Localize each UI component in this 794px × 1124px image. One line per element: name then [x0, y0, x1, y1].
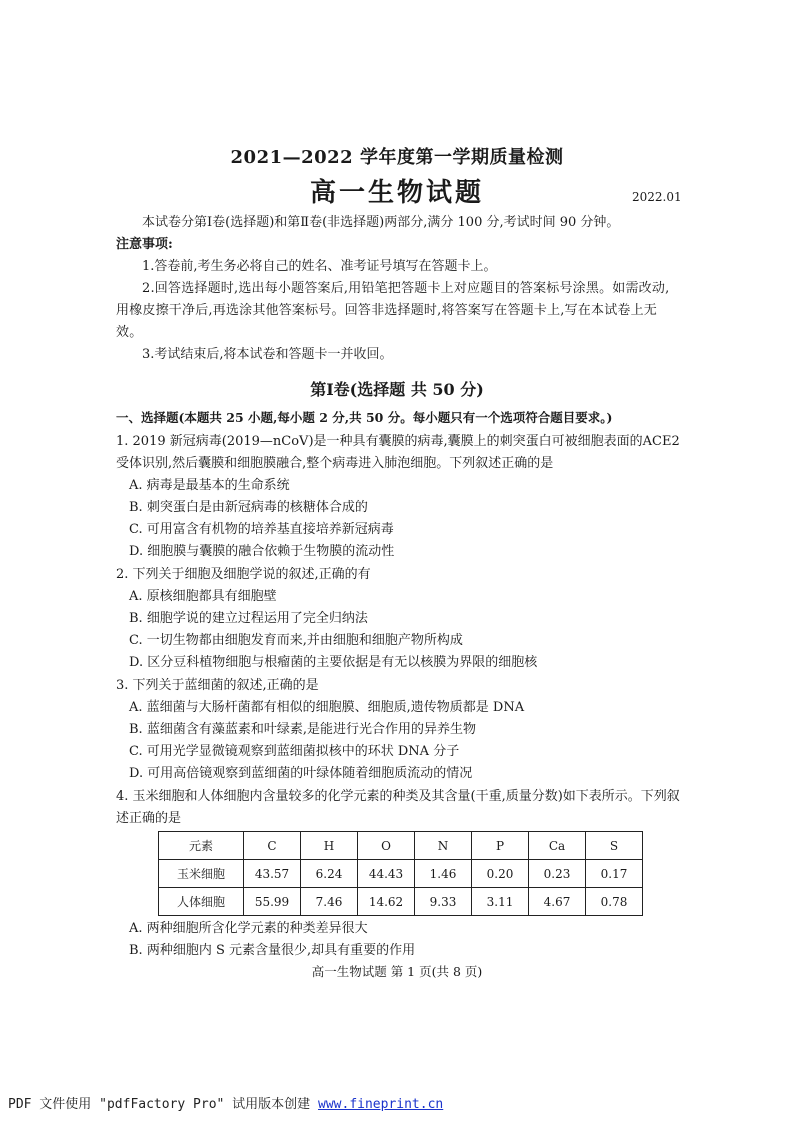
subject-title: 高一生物试题	[309, 178, 484, 208]
exam-date: 2022.01	[632, 190, 682, 204]
question-option: C. 可用富含有机物的培养基直接培养新冠病毒	[129, 522, 394, 537]
table-cell: 0.78	[586, 888, 643, 916]
table-cell: 人体细胞	[159, 888, 244, 916]
table-row	[159, 888, 643, 916]
question-stem: 2. 下列关于细胞及细胞学说的叙述,正确的有	[116, 567, 371, 582]
question-option: A. 原核细胞都具有细胞壁	[129, 589, 277, 604]
question-option: B. 蓝细菌含有藻蓝素和叶绿素,是能进行光合作用的异养生物	[129, 722, 476, 737]
fineprint-link[interactable]: www.fineprint.cn	[318, 1097, 444, 1112]
table-cell: 0.20	[472, 860, 529, 888]
question-option: D. 可用高倍镜观察到蓝细菌的叶绿体随着细胞质流动的情况	[129, 766, 473, 781]
question-option: B. 刺突蛋白是由新冠病毒的核糖体合成的	[129, 500, 368, 515]
table-cell: 玉米细胞	[159, 860, 244, 888]
table-cell: 44.43	[358, 860, 415, 888]
table-cell: P	[472, 832, 529, 860]
notice-item: 3.考试结束后,将本试卷和答题卡一并收回。	[142, 347, 393, 362]
question-option: D. 区分豆科植物细胞与根瘤菌的主要依据是有无以核膜为界限的细胞核	[129, 655, 538, 670]
notice-heading: 注意事项:	[116, 237, 173, 252]
question-stem: 1. 2019 新冠病毒(2019—nCoV)是一种具有囊膜的病毒,囊膜上的刺突蛋白可被细胞表面的ACE2 受体识别,然后囊膜和细胞膜融合,整个病毒进入肺泡细胞。下列叙述正确的是	[116, 434, 680, 471]
table-cell: 43.57	[244, 860, 301, 888]
part-title: 一、选择题(本题共 25 小题,每小题 2 分,共 50 分。每小题只有一个选项符合题目要求。)	[116, 410, 613, 425]
table-cell: 6.24	[301, 860, 358, 888]
question-option: B. 细胞学说的建立过程运用了完全归纳法	[129, 611, 368, 626]
pdf-note-text: PDF 文件使用 "pdfFactory Pro" 试用版本创建	[8, 1097, 319, 1112]
table-cell: 9.33	[415, 888, 472, 916]
question-option: D. 细胞膜与囊膜的融合依赖于生物膜的流动性	[129, 544, 395, 559]
table-cell: C	[244, 832, 301, 860]
notice-item: 1.答卷前,考生务必将自己的姓名、准考证号填写在答题卡上。	[142, 259, 497, 274]
table-header-row	[159, 832, 643, 860]
table-cell: 7.46	[301, 888, 358, 916]
page-footer: 高一生物试题 第 1 页(共 8 页)	[311, 964, 483, 979]
table-cell: O	[358, 832, 415, 860]
table-cell: 1.46	[415, 860, 472, 888]
table-cell: 55.99	[244, 888, 301, 916]
exam-intro: 本试卷分第Ⅰ卷(选择题)和第Ⅱ卷(非选择题)两部分,满分 100 分,考试时间 90 分钟。	[142, 215, 620, 230]
table-cell: S	[586, 832, 643, 860]
question-option: B. 两种细胞内 S 元素含量很少,却具有重要的作用	[129, 943, 416, 958]
question-option: A. 两种细胞所含化学元素的种类差异很大	[129, 921, 368, 936]
table-cell: 3.11	[472, 888, 529, 916]
element-content-table	[158, 831, 643, 916]
table-cell: 14.62	[358, 888, 415, 916]
table-cell: Ca	[529, 832, 586, 860]
pdf-watermark-note	[8, 1093, 443, 1112]
notice-item: 2.回答选择题时,选出每小题答案后,用铅笔把答题卡上对应题目的答案标号涂黑。如需改动,用橡皮擦干净后,再选涂其他答案标号。回答非选择题时,将答案写在答题卡上,写在本试卷上无效。	[116, 281, 670, 340]
table-row	[159, 860, 643, 888]
question-option: C. 一切生物都由细胞发育而来,并由细胞和细胞产物所构成	[129, 633, 463, 648]
table-cell: 元素	[159, 832, 244, 860]
table-cell: 0.17	[586, 860, 643, 888]
table-cell: 4.67	[529, 888, 586, 916]
question-stem: 3. 下列关于蓝细菌的叙述,正确的是	[116, 678, 319, 693]
question-option: C. 可用光学显微镜观察到蓝细菌拟核中的环状 DNA 分子	[129, 744, 460, 759]
exam-title: 2021—2022 学年度第一学期质量检测	[230, 147, 564, 168]
question-option: A. 蓝细菌与大肠杆菌都有相似的细胞膜、细胞质,遗传物质都是 DNA	[129, 700, 525, 715]
table-cell: H	[301, 832, 358, 860]
question-option: A. 病毒是最基本的生命系统	[129, 478, 290, 493]
question-stem: 4. 玉米细胞和人体细胞内含量较多的化学元素的种类及其含量(干重,质量分数)如下表所示。下列叙述正确的是	[116, 789, 680, 826]
table-cell: 0.23	[529, 860, 586, 888]
table-cell: N	[415, 832, 472, 860]
section-heading: 第Ⅰ卷(选择题 共 50 分)	[310, 380, 484, 399]
